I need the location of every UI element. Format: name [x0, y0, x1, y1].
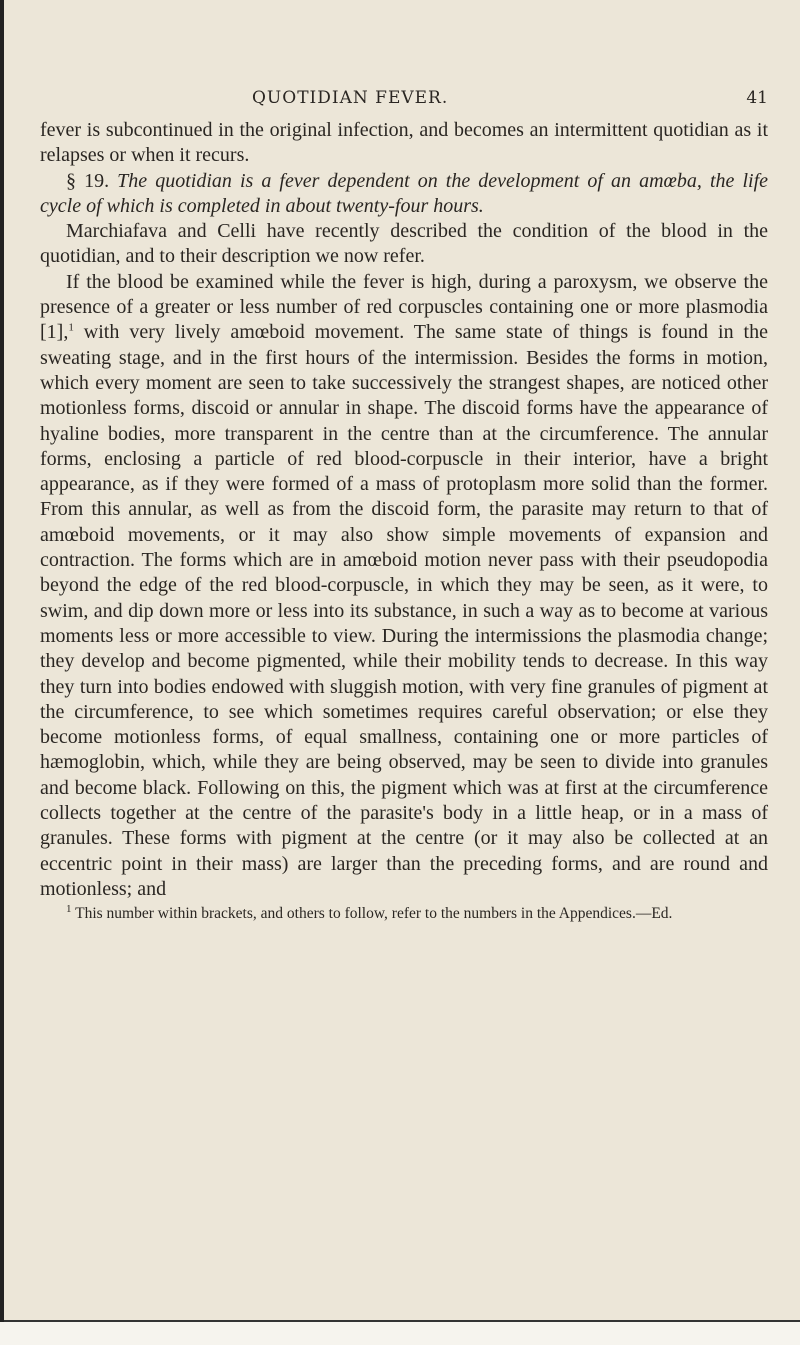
- page-number: 41: [746, 88, 768, 108]
- page-header: [40, 88, 768, 118]
- section-number: § 19.: [66, 169, 110, 192]
- footnote-marker: 1: [66, 903, 72, 916]
- main-paragraph-start: If the blood be examined while the fever is high, during a paroxysm, we observe the presence of a greater or less number of red corpuscles containing one or more plasmodia [1],: [40, 270, 768, 344]
- section-heading: [40, 169, 768, 220]
- book-page: [40, 88, 768, 923]
- scan-bottom-margin: [0, 1322, 800, 1345]
- footnote-reference: 1: [68, 321, 74, 334]
- body-text: [40, 118, 768, 902]
- intro-paragraph: fever is subcontinued in the original infection, and becomes an intermittent quotidian as it relapses or when it recurs.: [40, 119, 768, 167]
- main-paragraph: [40, 270, 768, 902]
- running-head: QUOTIDIAN FEVER.: [252, 88, 449, 108]
- main-paragraph-rest: with very lively amœboid movement. The same state of things is found in the sweating stage, and in the first hours of the intermission. Besides the forms in motion, which every moment are seen to take successively the strangest shapes, are noticed other motionless forms, discoid or annular in shape. The discoid forms have the appearance of hyaline bodies, more transparent in the centre than at the circumference. The annular forms, enclosing a particle of red blood-corpuscle in their interior, have a bright appearance, as if they were formed of a mass of protoplasm more solid than the former. From this annular, as well as from the discoid form, the parasite may return to that of amœboid movements, or it may also show simple movements of expansion and contraction. The forms which are in amœboid motion never pass with their pseudopodia beyond the edge of the red blood-corpuscle, in which they may be seen, as it were, to swim, and dip down more or less into its substance, in such a way as to become at various moments less or more accessible to view. During the intermissions the plasmodia change; they develop and become pigmented, while their mobility tends to decrease. In this way they turn into bodies endowed with sluggish motion, with very fine granules of pigment at the circumference, to see which sometimes requires careful observation; or else they become motionless forms, of equal smallness, containing one or more particles of hæmoglobin, which, while they are being observed, may be seen to divide into granules and become black. Following on this, the pigment which was at first at the circumference collects together at the centre of the parasite's body in a little heap, or in a mass of granules. These forms with pigment at the centre (or it may also be collected at an eccentric point in their mass) are larger than the preceding forms, and are round and motionless; and: [40, 321, 768, 900]
- page-binding-edge: [0, 0, 4, 1345]
- marchiafava-paragraph: Marchiafava and Celli have recently described the condition of the blood in the quotidian, and to their description we now refer.: [40, 220, 768, 268]
- footnote: [40, 904, 768, 923]
- section-title: The quotidian is a fever dependent on the development of an amœba, the life cycle of which is completed in about twenty-four hours.: [40, 169, 769, 217]
- footnote-text: This number within brackets, and others to follow, refer to the numbers in the Appendices.—Ed.: [75, 905, 673, 923]
